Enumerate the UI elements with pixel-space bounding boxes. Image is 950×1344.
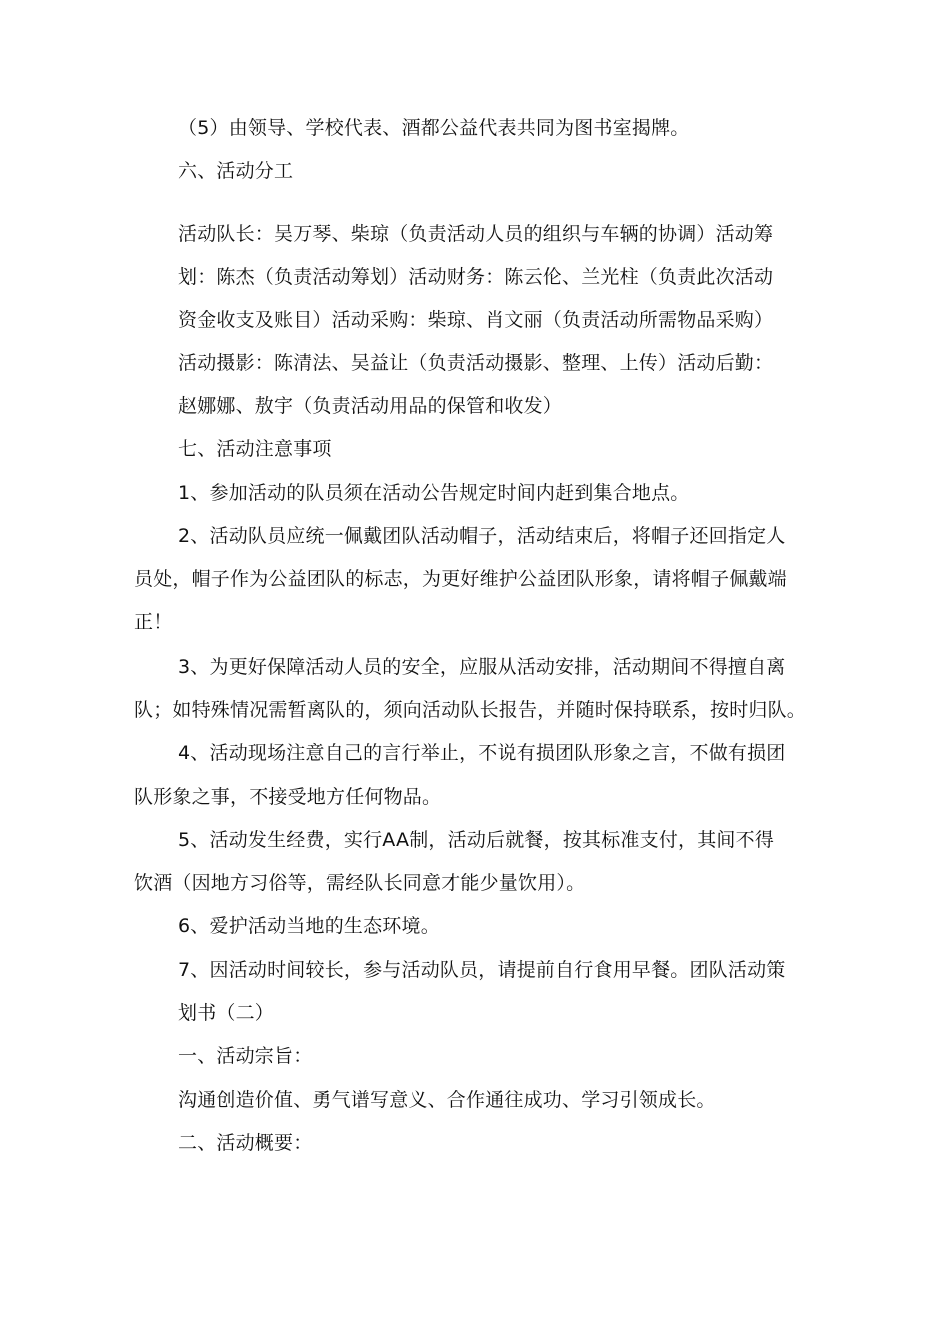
text-line: 7、因活动时间较长，参与活动队员，请提前自行食用早餐。团队活动策 bbox=[178, 959, 786, 981]
section-heading: 划书（二） bbox=[178, 1002, 275, 1024]
text-line: 6、爱护活动当地的生态环境。 bbox=[178, 915, 440, 937]
text-line: 队形象之事，不接受地方任何物品。 bbox=[134, 786, 442, 808]
text-line: 1、参加活动的队员须在活动公告规定时间内赶到集合地点。 bbox=[178, 482, 690, 504]
text-line: 饮酒（因地方习俗等，需经队长同意才能少量饮用）。 bbox=[134, 872, 586, 894]
text-line: （5）由领导、学校代表、酒都公益代表共同为图书室揭牌。 bbox=[178, 117, 690, 139]
section-heading: 一、活动宗旨： bbox=[178, 1045, 313, 1067]
text-line: 队；如特殊情况需暂离队的，须向活动队长报告，并随时保持联系，按时归队。 bbox=[134, 699, 807, 721]
text-line: 活动摄影：陈清法、吴益让（负责活动摄影、整理、上传）活动后勤： bbox=[178, 352, 774, 374]
text-line: 划：陈杰（负责活动筹划）活动财务：陈云伦、兰光柱（负责此次活动 bbox=[178, 266, 774, 288]
text-line: 资金收支及账目）活动采购：柴琼、肖文丽（负责活动所需物品采购） bbox=[178, 309, 774, 331]
text-line: 5、活动发生经费，实行AA制，活动后就餐，按其标准支付，其间不得 bbox=[178, 829, 775, 851]
section-heading: 二、活动概要： bbox=[178, 1132, 313, 1154]
text-line: 沟通创造价值、勇气谱写意义、合作通往成功、学习引领成长。 bbox=[178, 1089, 716, 1111]
section-heading: 七、活动注意事项 bbox=[178, 438, 332, 460]
section-heading: 六、活动分工 bbox=[178, 160, 294, 182]
text-line: 3、为更好保障活动人员的安全，应服从活动安排，活动期间不得擅自离 bbox=[178, 656, 786, 678]
text-line: 赵娜娜、敖宇（负责活动用品的保管和收发） bbox=[178, 395, 563, 417]
text-line: 员处，帽子作为公益团队的标志，为更好维护公益团队形象，请将帽子佩戴端 bbox=[134, 568, 787, 590]
text-line: 2、活动队员应统一佩戴团队活动帽子，活动结束后，将帽子还回指定人 bbox=[178, 525, 786, 547]
text-line: 正！ bbox=[134, 611, 173, 633]
text-line: 活动队长：吴万琴、柴琼（负责活动人员的组织与车辆的协调）活动筹 bbox=[178, 223, 774, 245]
text-line: 4、活动现场注意自己的言行举止，不说有损团队形象之言，不做有损团 bbox=[178, 742, 786, 764]
